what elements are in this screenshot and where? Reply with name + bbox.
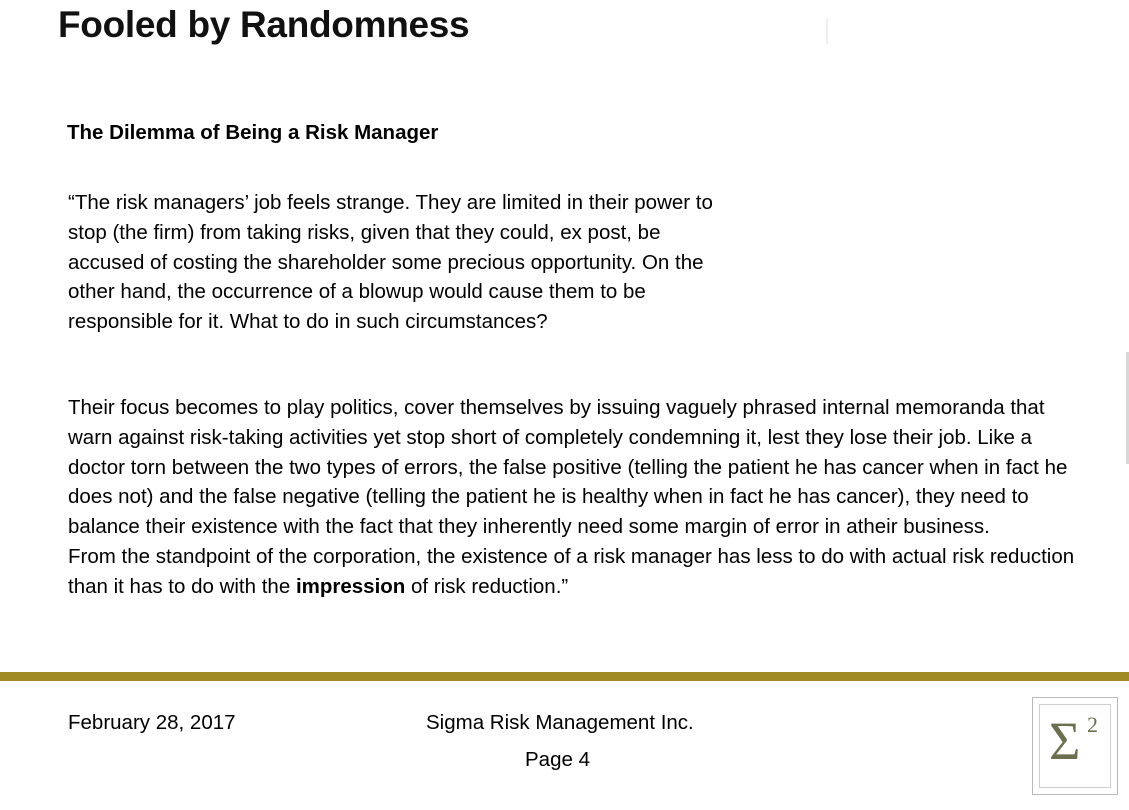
quote-paragraph-2a: Their focus becomes to play politics, cover themselves by issuing vaguely phrased internal memoranda that warn against risk-taking activities yet stop short of completely condemning it, lest they lose their job. Like a doctor torn between the two types of errors, the false positive (telling the patient he has cancer when in fact he does not) and the false negative (telling the patient he is healthy when in fact he has cancer), they need to balance their existence with the fact that they inherently need some margin of error in atheir business. xyxy=(68,396,1068,539)
section-heading: The Dilemma of Being a Risk Manager xyxy=(67,121,439,144)
footer-divider-rule xyxy=(0,672,1129,681)
footer-page-number: Page 4 xyxy=(525,748,590,771)
quote-paragraph-2b-before: From the standpoint of the corporation, the existence of a risk manager has less to do with actual risk reduction than it has to do with the xyxy=(68,544,1075,598)
sigma-icon: Σ xyxy=(1049,711,1081,771)
page-title: Fooled by Randomness xyxy=(58,4,470,45)
logo-superscript: 2 xyxy=(1087,712,1098,737)
quote-block-2 xyxy=(68,393,1088,602)
footer-company-name: Sigma Risk Management Inc. xyxy=(426,711,694,734)
quote-paragraph-1: “The risk managers’ job feels strange. They are limited in their power to stop (the firm) from taking risks, given that they could, ex post, be accused of costing the shareholder some precious opportunity. On the other hand, the occurrence of a blowup would cause them to be responsible for it. What to do in such circumstances? xyxy=(68,191,713,334)
quote-paragraph-2b-after: of risk reduction.” xyxy=(405,574,569,598)
company-logo xyxy=(1032,697,1118,795)
emphasized-word-impression: impression xyxy=(295,574,406,598)
quote-paragraph-2b xyxy=(68,542,1088,602)
faint-artifact xyxy=(826,18,828,44)
footer-date: February 28, 2017 xyxy=(68,711,236,734)
